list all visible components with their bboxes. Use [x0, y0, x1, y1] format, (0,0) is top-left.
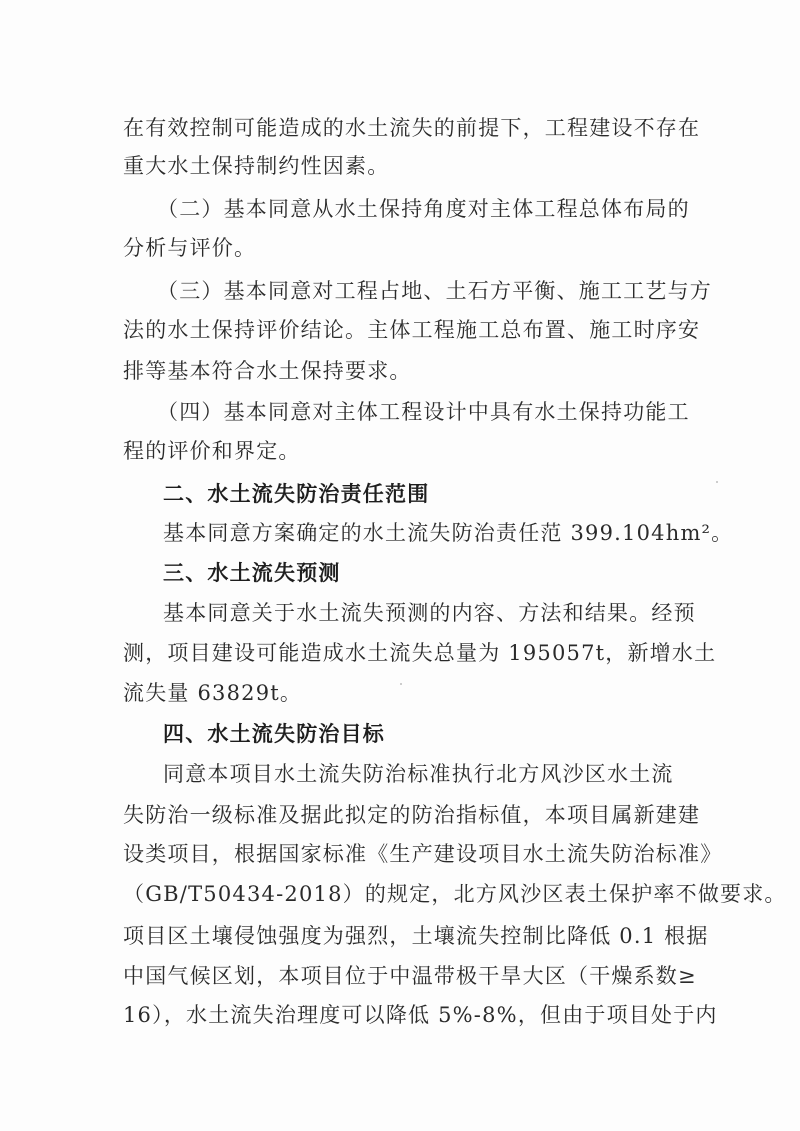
body-text-line: 重大水土保持制约性因素。 [123, 154, 390, 178]
section-heading: 二、水土流失防治责任范围 [163, 482, 430, 506]
section-heading: 四、水土流失防治目标 [163, 722, 385, 746]
body-text-line: 测，项目建设可能造成水土流失总量为 195057t，新增水土 [123, 641, 717, 665]
section-heading: 三、水土流失预测 [163, 561, 341, 585]
body-text-line: 在有效控制可能造成的水土流失的前提下，工程建设不存在 [123, 116, 701, 140]
body-text-line: 流失量 63829t。 [123, 681, 303, 705]
body-text-line: 基本同意方案确定的水土流失防治责任范 399.104hm²。 [163, 521, 734, 545]
body-text-line: 设类项目，根据国家标准《生产建设项目水土流失防治标准》 [123, 842, 723, 866]
body-text-line: 失防治一级标准及据此拟定的防治指标值，本项目属新建建 [123, 803, 701, 827]
body-text-line: 排等基本符合水土保持要求。 [123, 359, 412, 383]
body-text-line: （二）基本同意从水土保持角度对主体工程总体布局的 [157, 197, 690, 221]
body-text-line: 分析与评价。 [123, 236, 257, 260]
body-text-line: 基本同意关于水土流失预测的内容、方法和结果。经预 [163, 601, 696, 625]
body-text-line: 程的评价和界定。 [123, 439, 301, 463]
body-text-line: 16），水土流失治理度可以降低 5%-8%，但由于项目处于内 [123, 1003, 718, 1027]
body-text-line: （四）基本同意对主体工程设计中具有水土保持功能工 [157, 400, 690, 424]
scan-speck [716, 481, 718, 483]
body-text-line: 项目区土壤侵蚀强度为强烈，土壤流失控制比降低 0.1 根据 [123, 924, 709, 948]
scan-speck [400, 683, 402, 685]
body-text-line: （三）基本同意对工程占地、土石方平衡、施工工艺与方 [157, 279, 712, 303]
body-text-line: （GB/T50434-2018）的规定，北方风沙区表土保护率不做要求。 [123, 882, 787, 906]
body-text-line: 同意本项目水土流失防治标准执行北方风沙区水土流 [163, 762, 674, 786]
body-text-line: 中国气候区划，本项目位于中温带极干旱大区（干燥系数≥ [123, 964, 697, 988]
body-text-line: 法的水土保持评价结论。主体工程施工总布置、施工时序安 [123, 318, 701, 342]
